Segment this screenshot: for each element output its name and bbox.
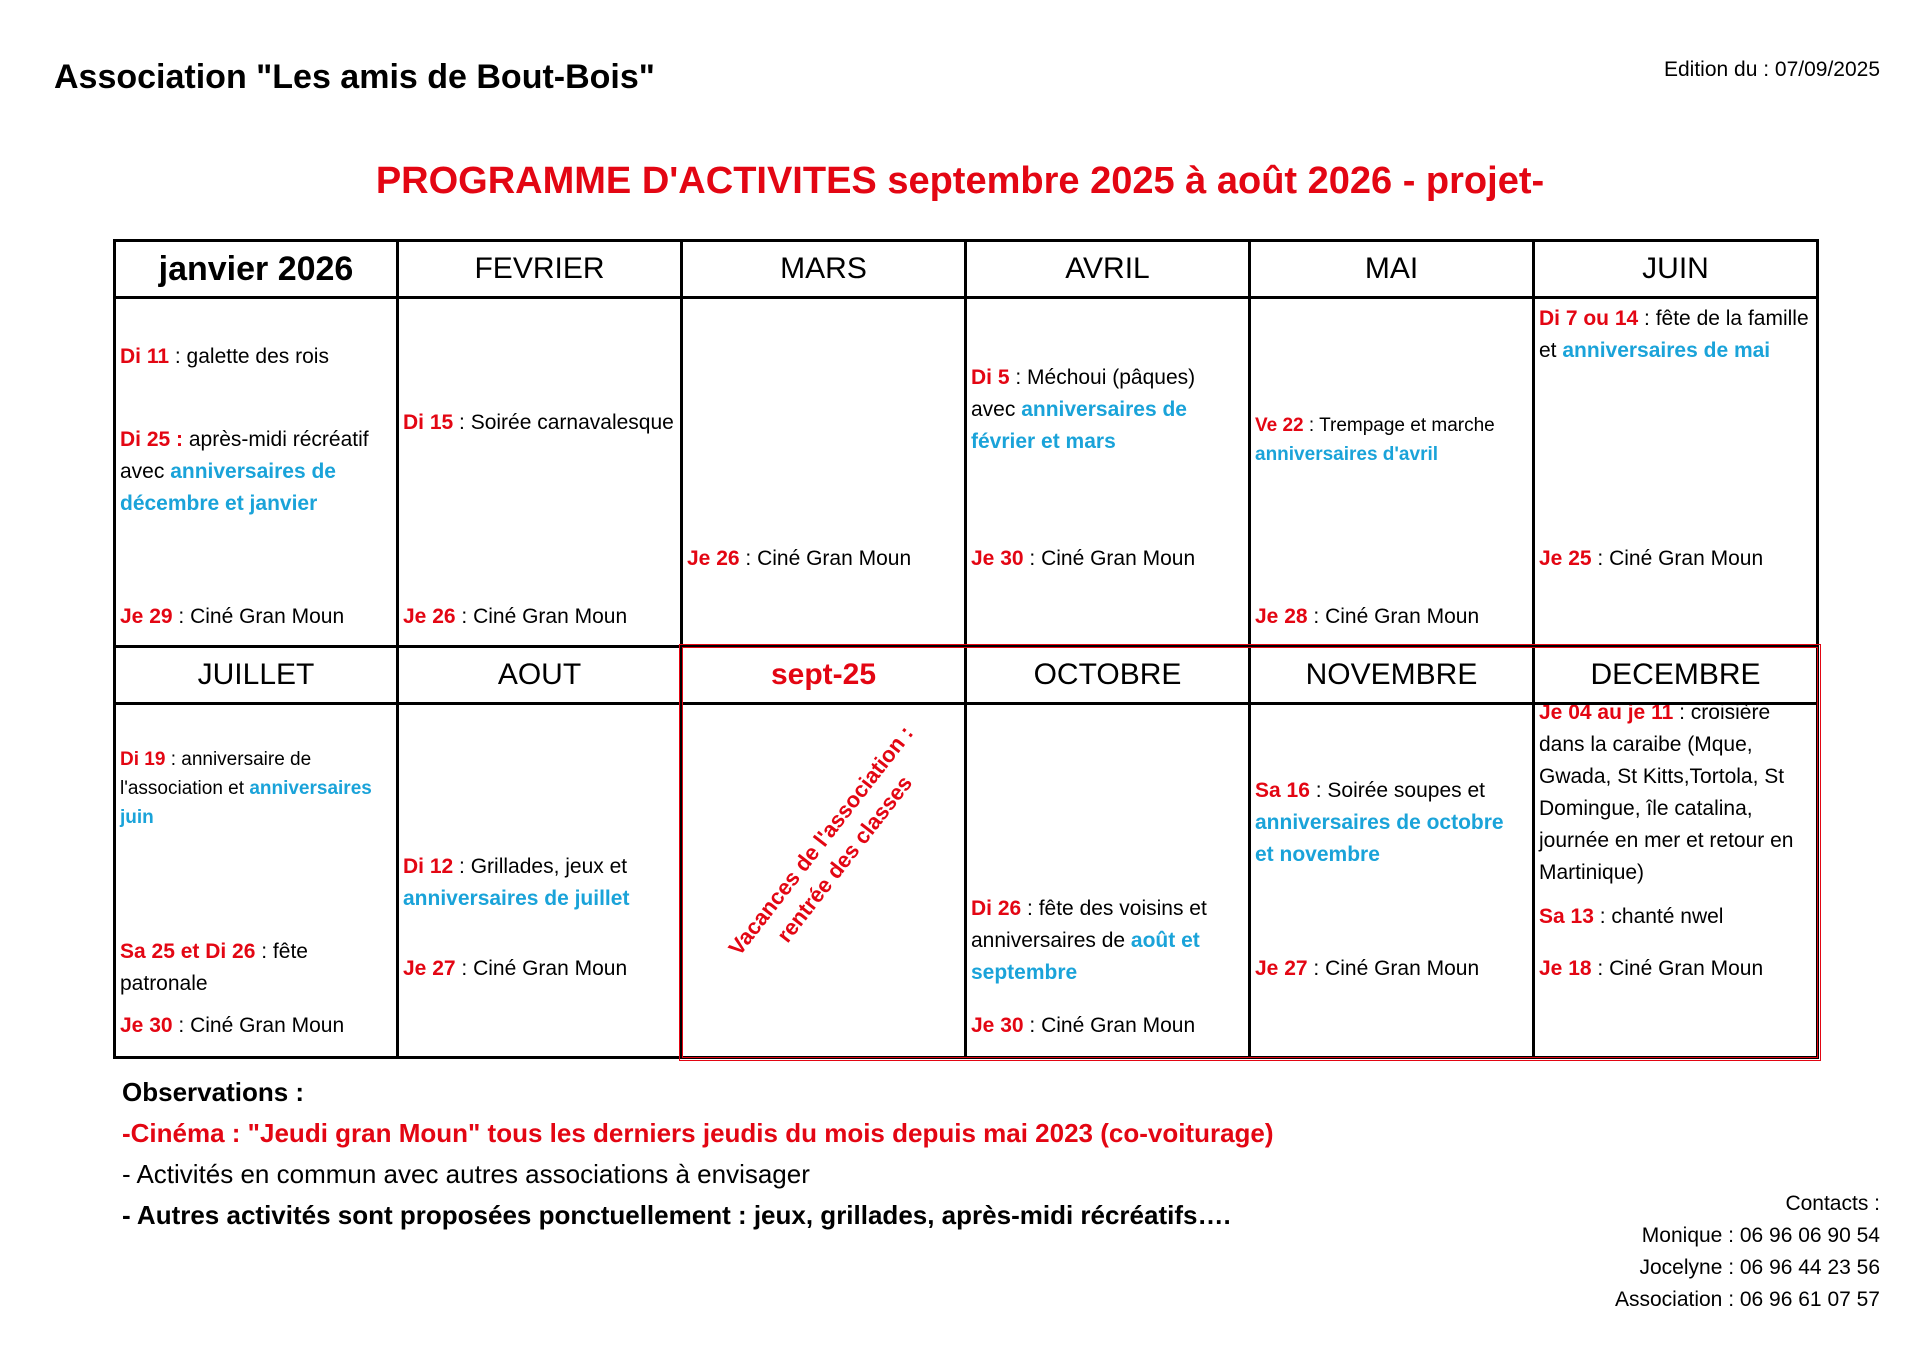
month-header-novembre: NOVEMBRE [1248, 645, 1535, 705]
observations [122, 1072, 1274, 1236]
event-jul-cine: Je 30 : Ciné Gran Moun [120, 1014, 345, 1037]
event-jan-galette: Di 11 : galette des rois [120, 345, 329, 368]
event-jul-anniversaire: Di 19 : anniversaire de l'association et anniversaires juin [120, 749, 372, 828]
event-nov-soupes: Sa 16 : Soirée soupes et anniversaires de octobre et novembre [1255, 779, 1504, 866]
month-cell-juin [1532, 296, 1819, 648]
season-highlight-frame [679, 644, 1821, 1061]
month-cell-juillet [113, 702, 399, 1059]
observation-cinema: -Cinéma : "Jeudi gran Moun" tous les derniers jeudis du mois depuis mai 2023 (co-voiturage) [122, 1118, 1274, 1148]
event-may-trempage: Ve 22 : Trempage et marche anniversaires d'avril [1255, 415, 1495, 465]
month-cell-janvier [113, 296, 399, 648]
event-jan-cine: Je 29 : Ciné Gran Moun [120, 605, 345, 628]
event-aug-grillades: Di 12 : Grillades, jeux et anniversaires de juillet [403, 855, 630, 910]
month-cell-fevrier [396, 296, 683, 648]
month-header-fevrier: FEVRIER [396, 239, 683, 299]
month-header-mai: MAI [1248, 239, 1535, 299]
month-header-janvier: janvier 2026 [113, 239, 399, 299]
vacances-note: Vacances de l'association : rentrée des classes [723, 720, 919, 961]
month-header-mars: MARS [680, 239, 967, 299]
month-header-aout: AOUT [396, 645, 683, 705]
contacts-heading: Contacts : [1785, 1192, 1880, 1215]
association-name: Association "Les amis de Bout-Bois" [54, 58, 655, 96]
event-jun-cine: Je 25 : Ciné Gran Moun [1539, 547, 1764, 570]
event-nov-cine: Je 27 : Ciné Gran Moun [1255, 957, 1480, 980]
month-header-decembre: DECEMBRE [1532, 645, 1819, 705]
event-apr-mechoui: Di 5 : Méchoui (pâques) avec anniversaires de février et mars [971, 366, 1196, 453]
event-jul-fete-patronale: Sa 25 et Di 26 : fête patronale [120, 940, 308, 995]
page-title: PROGRAMME D'ACTIVITES septembre 2025 à août 2026 - projet- [375, 160, 1545, 202]
event-may-cine: Je 28 : Ciné Gran Moun [1255, 605, 1480, 628]
contact-association: Association : 06 96 61 07 57 [1614, 1288, 1880, 1311]
observation-activites-communes: - Activités en commun avec autres associations à envisager [122, 1159, 810, 1189]
event-dec-chante-nwel: Sa 13 : chanté nwel [1539, 905, 1724, 928]
event-jan-recreatif: Di 25 : après-midi récréatif avec anniversaires de décembre et janvier [120, 428, 369, 515]
month-cell-mai [1248, 296, 1535, 648]
contact-monique: Monique : 06 96 06 90 54 [1641, 1224, 1880, 1247]
month-cell-avril [964, 296, 1251, 648]
event-feb-carnaval: Di 15 : Soirée carnavalesque [403, 411, 674, 434]
month-cell-aout [396, 702, 683, 1059]
month-header-juillet: JUILLET [113, 645, 399, 705]
month-cell-mars [680, 296, 967, 648]
event-dec-croisiere: Je 04 au je 11 : croisière dans la caraibe (Mque, Gwada, St Kitts,Tortola, St Domingue, île catalina, journée en mer et retour en Martinique) [1539, 702, 1794, 884]
month-header-avril: AVRIL [964, 239, 1251, 299]
event-oct-voisins: Di 26 : fête des voisins et anniversaires de août et septembre [971, 897, 1207, 984]
event-feb-cine: Je 26 : Ciné Gran Moun [403, 605, 628, 628]
edition-date: Edition du : 07/09/2025 [1663, 58, 1880, 81]
month-header-octobre: OCTOBRE [964, 645, 1251, 705]
observation-autres-activites: - Autres activités sont proposées ponctuellement : jeux, grillades, après-midi récréatifs…. [122, 1200, 1231, 1230]
month-header-septembre: sept-25 [680, 645, 967, 705]
event-aug-cine: Je 27 : Ciné Gran Moun [403, 957, 628, 980]
event-apr-cine: Je 30 : Ciné Gran Moun [971, 547, 1196, 570]
month-header-juin: JUIN [1532, 239, 1819, 299]
event-dec-cine: Je 18 : Ciné Gran Moun [1539, 957, 1764, 980]
activity-calendar [113, 239, 1819, 1059]
contacts [1615, 1188, 1880, 1316]
event-mar-cine: Je 26 : Ciné Gran Moun [687, 547, 912, 570]
event-oct-cine: Je 30 : Ciné Gran Moun [971, 1014, 1196, 1037]
observations-heading: Observations : [122, 1077, 305, 1107]
contact-jocelyne: Jocelyne : 06 96 44 23 56 [1639, 1256, 1880, 1279]
event-jun-famille: Di 7 ou 14 : fête de la famille et anniversaires de mai [1539, 307, 1809, 362]
